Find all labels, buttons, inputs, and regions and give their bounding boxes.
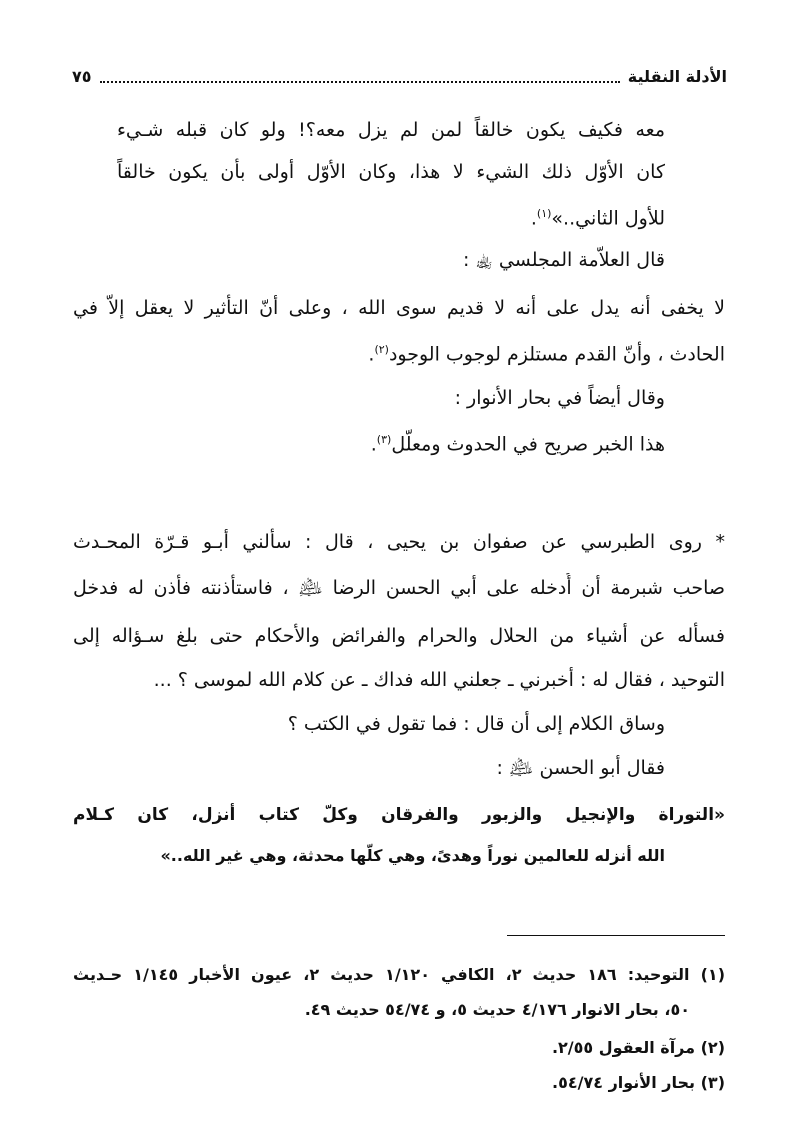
quote-line: «التوراة والإنجيل والزبور والفرقان وكلّ كتاب أنزل، كان كـلام [73,805,725,825]
body-line [368,335,725,369]
body-line: التوحيد ، فقال له : أخبرني ـ جعلني الله فداك ـ عن كلام الله لموسى ؟ ... [153,669,725,691]
leader-dots [100,69,620,83]
body-line: وساق الكلام إلى أن قال : فما تقول في الكتب ؟ [287,713,665,735]
line-text: هذا الخبر صريح في الحدوث ومعلّل [391,433,665,456]
body-line: صاحب شبرمة أن أُدخله على أبي الحسن الرضا ﵇ ، فاستأذنته فأذن له فدخل [73,577,725,599]
body-line [371,425,665,459]
body-line: وقال أيضاً في بحار الأنوار : [454,387,665,409]
quote-line: الله أنزله للعالمين نوراً وهدىً، وهي كلّها محدثة، وهي غير الله..» [160,846,665,865]
period: . [368,343,375,366]
footnote-2: (٢) مرآة العقول ٢/٥٥. [551,1038,725,1057]
footnote-ref[interactable]: (٣) [376,433,392,446]
footnote-1: (١) التوحيد: ١٨٦ حديث ٢، الكافي ١/١٢٠ حديث ٢، عيون الأخبار ١/١٤٥ حـديث [73,965,725,984]
footnote-ref[interactable]: (٢) [374,343,389,356]
body-line: معه فكيف يكون خالقاً لمن لم يزل معه؟! ولو كان قبله شـيء [117,119,665,141]
running-title: الأدلة النقلية [627,66,727,86]
period: . [370,433,377,456]
body-line: فسأله عن أشياء من الحلال والحرام والفرائض والأحكام حتى بلغ سـؤاله إلى [73,625,725,647]
footnote-3: (٣) بحار الأنوار ٥٤/٧٤. [552,1073,725,1092]
period: . [530,207,537,230]
footnote-separator [507,935,725,936]
body-line: كان الأوّل ذلك الشيء لا هذا، وكان الأوّل أولى بأن يكون خالقاً [117,161,665,183]
body-line: * روى الطبرسي عن صفوان بن يحيى ، قال : سألني أبـو قـرّة المحـدث [73,531,725,553]
body-line: قال العلاّمة المجلسي ﵀ : [463,249,665,271]
line-text: للأول الثاني..» [551,207,665,230]
footnote-ref[interactable]: (١) [536,207,552,220]
body-line: فقال أبو الحسن ﵇ : [496,757,665,779]
footnote-1-cont: ٥٠، بحار الانوار ٤/١٧٦ حديث ٥، و ٥٤/٧٤ حديث ٤٩. [304,1000,690,1019]
body-line [531,199,665,233]
page-number: ٧٥ [72,66,92,86]
body-line: لا يخفى أنه يدل على أنه لا قديم سوى الله ، وعلى أنّ التأثير لا يعقل إلاّ في [73,297,725,319]
line-text: الحادث ، وأنّ القدم مستلزم لوجوب الوجود [388,343,725,366]
running-header [72,62,727,90]
